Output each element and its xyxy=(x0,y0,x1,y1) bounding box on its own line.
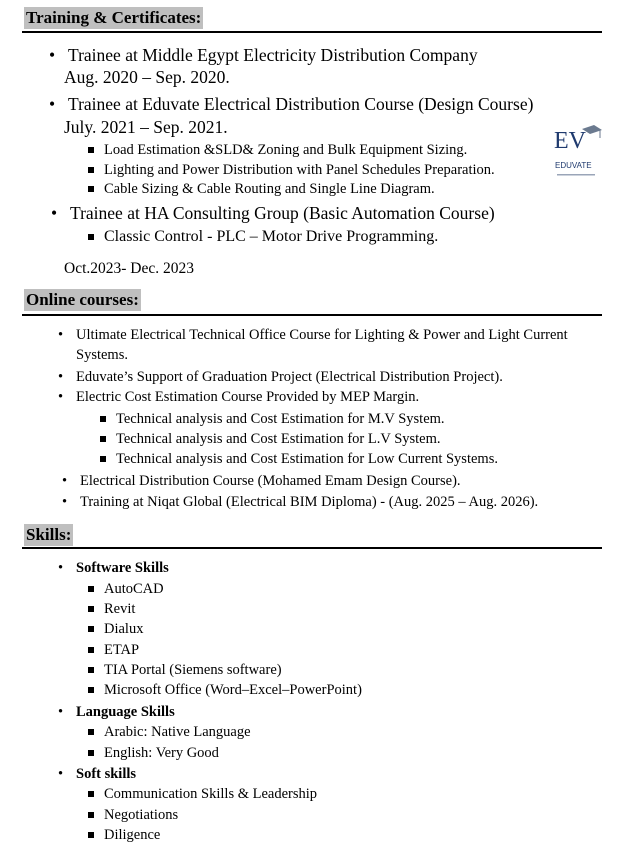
divider xyxy=(22,314,602,316)
course-item: Electric Cost Estimation Course Provided by MEP Margin. xyxy=(76,389,420,405)
bullet: • xyxy=(49,94,56,114)
training-title: Trainee at Middle Egypt Electricity Distribution Company xyxy=(68,45,478,65)
square-bullet xyxy=(88,729,94,735)
course-item-continued: Systems. xyxy=(76,347,128,363)
training-subitem: Lighting and Power Distribution with Panel Schedules Preparation. xyxy=(104,162,495,178)
skill-item: Diligence xyxy=(104,827,161,843)
square-bullet xyxy=(88,606,94,612)
square-bullet xyxy=(88,832,94,838)
training-subitem: Load Estimation &SLD& Zoning and Bulk Equipment Sizing. xyxy=(104,142,468,158)
divider xyxy=(22,547,602,549)
section-heading-skills: Skills: xyxy=(26,525,72,544)
divider xyxy=(22,31,602,33)
skill-item: ETAP xyxy=(104,642,140,658)
square-bullet xyxy=(88,586,94,592)
bullet: • xyxy=(58,327,64,343)
course-subitem: Technical analysis and Cost Estimation for L.V System. xyxy=(116,431,441,447)
bullet: • xyxy=(58,369,64,385)
square-bullet xyxy=(100,416,106,422)
square-bullet xyxy=(88,812,94,818)
square-bullet xyxy=(88,234,94,240)
course-subitem: Technical analysis and Cost Estimation for M.V System. xyxy=(116,411,445,427)
bullet: • xyxy=(62,473,68,489)
course-item: Electrical Distribution Course (Mohamed Emam Design Course). xyxy=(80,473,461,489)
square-bullet xyxy=(100,436,106,442)
training-title: Trainee at Eduvate Electrical Distribution Course (Design Course) xyxy=(68,94,534,114)
skill-item: Negotiations xyxy=(104,807,179,823)
skill-item: Arabic: Native Language xyxy=(104,724,251,740)
bullet: • xyxy=(58,766,64,782)
bullet: • xyxy=(58,560,64,576)
square-bullet xyxy=(88,687,94,693)
square-bullet xyxy=(88,791,94,797)
training-date: Aug. 2020 – Sep. 2020. xyxy=(64,67,230,87)
bullet: • xyxy=(51,203,58,223)
skill-item: Communication Skills & Leadership xyxy=(104,786,318,802)
section-heading-online: Online courses: xyxy=(26,290,139,309)
square-bullet xyxy=(88,626,94,632)
square-bullet xyxy=(100,456,106,462)
bullet: • xyxy=(58,389,64,405)
training-date: July. 2021 – Sep. 2021. xyxy=(64,117,228,137)
skill-group-title: Language Skills xyxy=(76,704,175,720)
svg-text:EDUVATE: EDUVATE xyxy=(555,161,592,170)
bullet: • xyxy=(49,45,56,65)
bullet: • xyxy=(58,704,64,720)
skill-item: English: Very Good xyxy=(104,745,219,761)
course-item: Training at Niqat Global (Electrical BIM Diploma) - (Aug. 2025 – Aug. 2026). xyxy=(80,494,539,510)
square-bullet xyxy=(88,147,94,153)
course-subitem: Technical analysis and Cost Estimation for Low Current Systems. xyxy=(116,451,498,467)
training-date: Oct.2023- Dec. 2023 xyxy=(64,260,194,277)
training-subitem: Cable Sizing & Cable Routing and Single Line Diagram. xyxy=(104,181,435,197)
square-bullet xyxy=(88,647,94,653)
svg-text:EV: EV xyxy=(554,128,586,154)
square-bullet xyxy=(88,667,94,673)
skill-group-title: Soft skills xyxy=(76,766,137,782)
square-bullet xyxy=(88,750,94,756)
skill-item: AutoCAD xyxy=(104,581,164,597)
square-bullet xyxy=(88,167,94,173)
course-item: Eduvate’s Support of Graduation Project (Electrical Distribution Project). xyxy=(76,369,503,385)
skill-item: TIA Portal (Siemens software) xyxy=(104,662,282,678)
skill-item: Microsoft Office (Word–Excel–PowerPoint) xyxy=(104,682,362,698)
skill-item: Revit xyxy=(104,601,136,617)
training-title: Trainee at HA Consulting Group (Basic Automation Course) xyxy=(70,203,495,223)
square-bullet xyxy=(88,186,94,192)
course-item: Ultimate Electrical Technical Office Course for Lighting & Power and Light Current xyxy=(76,327,568,343)
training-subitem: Classic Control - PLC – Motor Drive Programming. xyxy=(104,228,439,245)
bullet: • xyxy=(62,494,68,510)
section-heading-training: Training & Certificates: xyxy=(26,8,202,27)
eduvate-logo xyxy=(552,124,602,180)
skill-item: Dialux xyxy=(104,621,144,637)
skill-group-title: Software Skills xyxy=(76,560,169,576)
